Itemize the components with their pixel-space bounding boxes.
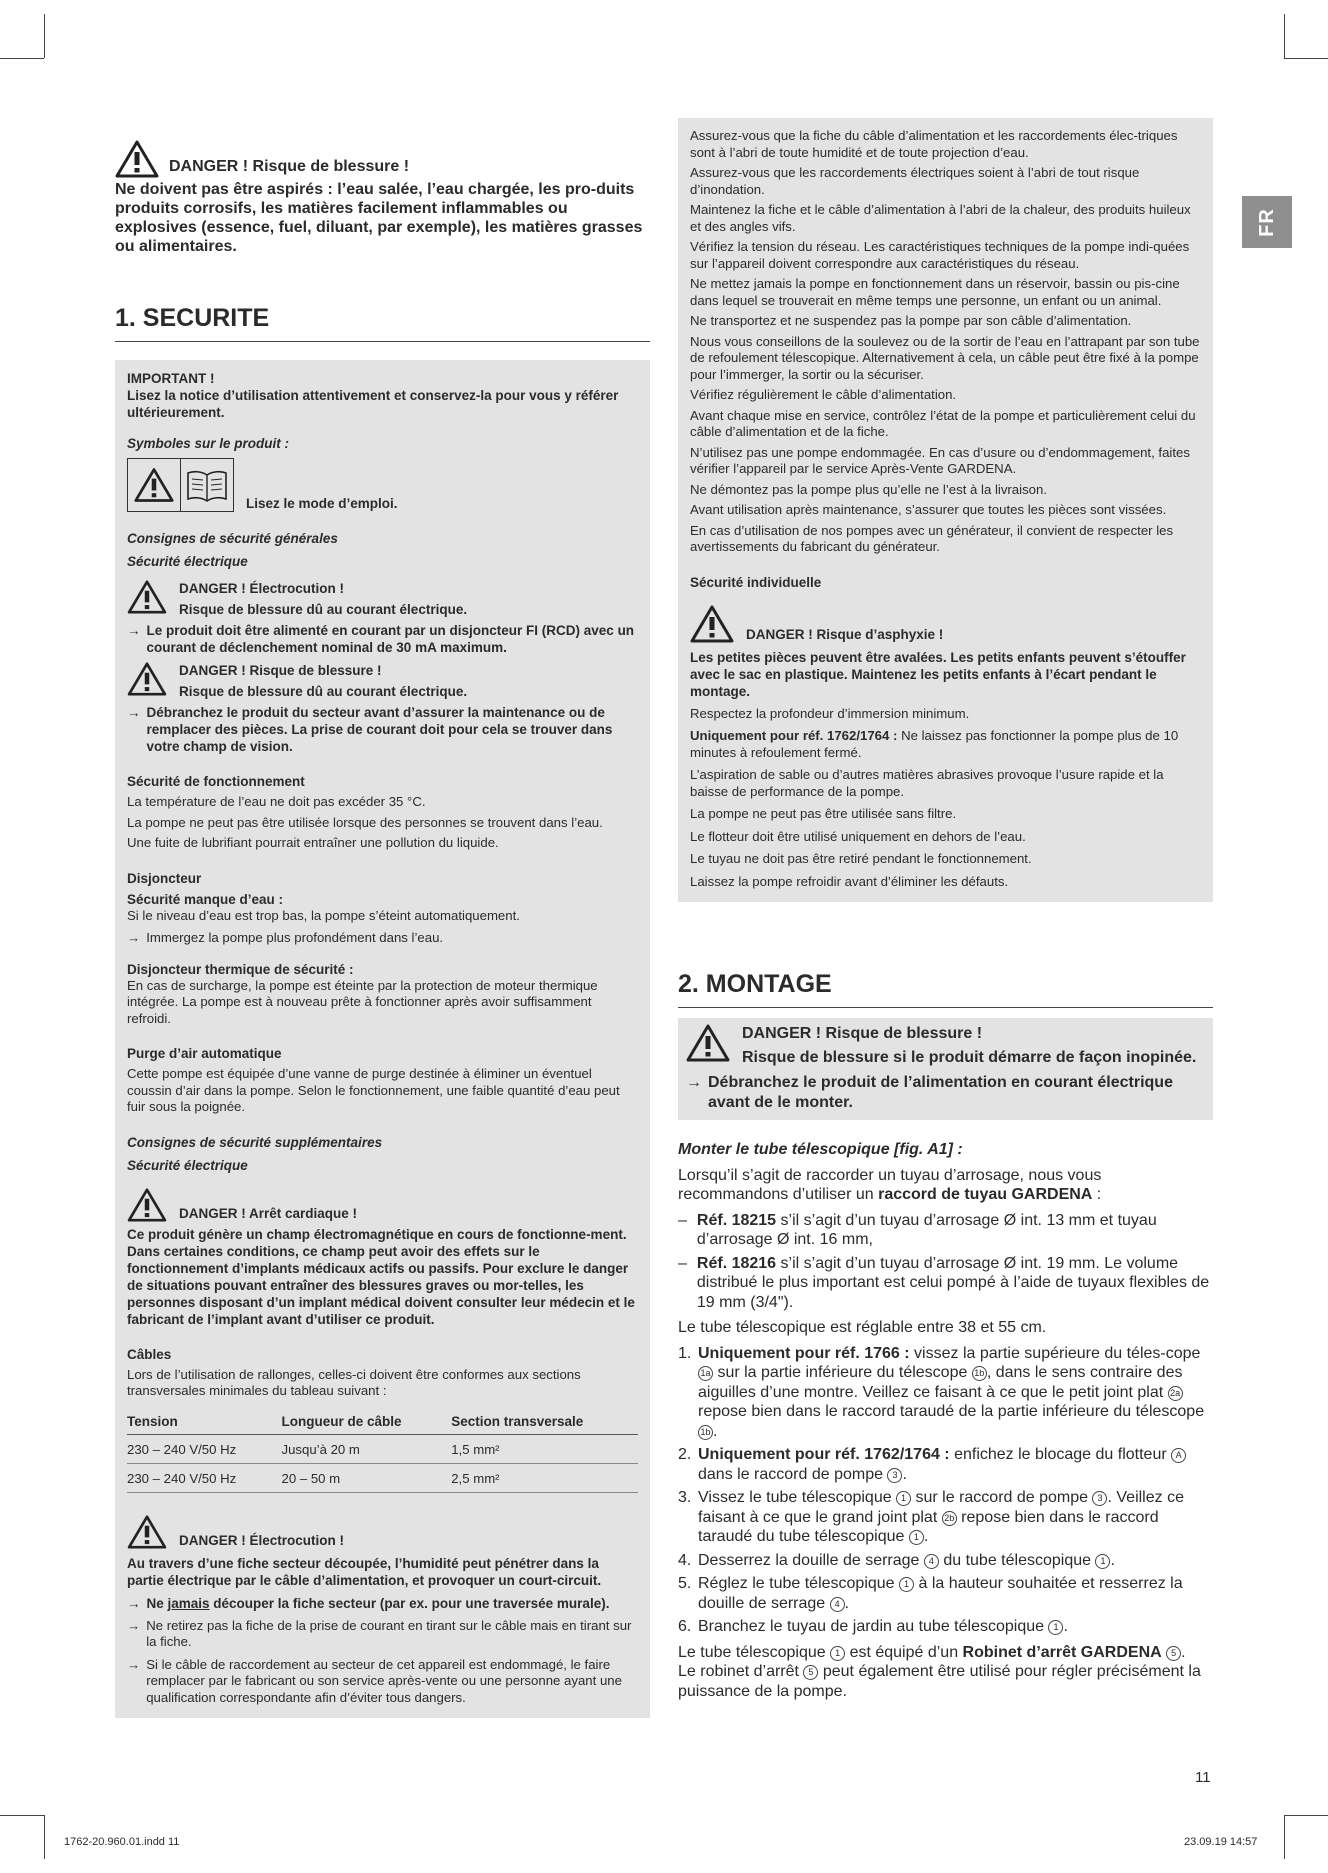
safety-paragraph: Respectez la profondeur d’immersion minimum. <box>690 705 970 721</box>
safety-paragraph: Ne transportez et ne suspendez pas la pompe par son câble d’alimentation. <box>690 313 1132 328</box>
extra-electric-title: Sécurité électrique <box>127 1157 248 1173</box>
step-2: 2. Uniquement pour réf. 1762/1764 : enfichez le blocage du flotteur A dans le raccord de pompe 3 . <box>678 1445 1213 1484</box>
table-header: Longueur de câble <box>281 1410 451 1435</box>
arrow-instruction <box>127 704 638 755</box>
arrow-instruction <box>127 1618 638 1651</box>
top-warning <box>115 140 650 256</box>
function-safety-text: La pompe ne peut pas être utilisée lorsque des personnes se trouvent dans l’eau. <box>127 814 603 830</box>
table-row <box>127 1434 638 1463</box>
montage-intro: Lorsqu’il s’agit de raccorder un tuyau d’arrosage, nous vous recommandons d’utiliser un raccord de tuyau GARDENA : <box>678 1166 1102 1203</box>
function-safety-title: Sécurité de fonctionnement <box>127 774 305 789</box>
safety-paragraph: Assurez-vous que les raccordements électriques soient à l’abri de tout risque d’inondation. <box>690 165 1140 197</box>
part-marker: 5 <box>803 1665 818 1680</box>
table-cell: Jusqu’à 20 m <box>281 1434 451 1463</box>
part-marker: A <box>1171 1448 1186 1463</box>
danger-text: Risque de blessure si le produit démarre de façon inopinée. <box>742 1048 1197 1066</box>
table-cell: 20 – 50 m <box>281 1463 451 1492</box>
safety-paragraph: Vérifiez la tension du réseau. Les caractéristiques techniques de la pompe indi-quées sur l’appareil doivent correspondre aux caractéristiques du réseau. <box>690 239 1190 271</box>
step-3: 3. Vissez le tube télescopique 1 sur le raccord de pompe 3 . Veillez ce faisant à ce que le grand joint plat 2b repose bien dans le raccord taraudé du tube télescopique 1 . <box>678 1489 1184 1545</box>
safety-paragraph: Ne mettez jamais la pompe en fonctionnement dans un réservoir, bassin ou pis-cine dans lequel se trouverait en même temps une personne, un enfant ou un animal. <box>690 276 1180 308</box>
product-symbols <box>127 458 234 512</box>
symbols-caption: Lisez le mode d’emploi. <box>246 496 398 511</box>
safety-paragraph: Nous vous conseillons de la soulevez ou de la sortir de l’eau en l’attrapant par son tube de refoulement télescopique. Alternativement à cela, un câble peut être fixé à la pompe pour l’immerger, la sortir ou la sécuriser. <box>690 333 1200 382</box>
warning-triangle-icon <box>127 1515 167 1549</box>
danger-cardiac <box>127 1188 638 1222</box>
table-row <box>127 1463 638 1492</box>
arrow-right-icon: → <box>686 1074 702 1091</box>
danger-text: Risque de blessure dû au courant électrique. <box>179 684 468 699</box>
danger-text: Les petites pièces peuvent être avalées. Les petits enfants peuvent s’étouffer avec le sac en plastique. Maintenez les petits enfants à l’écart pendant le montage. <box>690 649 1186 699</box>
montage-end-text: Le tube télescopique 1 est équipé d’un Robinet d’arrêt GARDENA 5 . Le robinet d’arrêt 5 peut également être utilisé pour régler précisément la puissance de la pompe. <box>678 1643 1201 1700</box>
electric-safety-title: Sécurité électrique <box>127 554 248 569</box>
montage-danger-box <box>678 1018 1213 1120</box>
thermal-breaker-title: Disjoncteur thermique de sécurité : <box>127 961 354 977</box>
table-cell: 1,5 mm² <box>451 1434 638 1463</box>
cables-text: Lors de l’utilisation de rallonges, celles-ci doivent être conformes aux sections transversales minimales du tableau suivant : <box>127 1366 581 1398</box>
section-title-securite: 1. SECURITE <box>115 304 650 342</box>
air-purge-text: Cette pompe est équipée d’une vanne de purge destinée à éliminer un éventuel coussin d’air dans la pompe. Selon le fonctionnement, une faible quantité d’eau peut fuir sous la poignée. <box>127 1066 620 1114</box>
list-item: – Réf. 18216 s’il s’agit d’un tuyau d’arrosage Ø int. 19 mm. Le volume distribué le plus important est celui pompé à l’aide de tuyaux flexibles de 19 mm (3/4"). <box>678 1254 1210 1311</box>
part-marker: 2b <box>942 1511 957 1526</box>
language-tab <box>1242 196 1292 248</box>
step-6: 6. Branchez le tuyau de jardin au tube télescopique 1 . <box>678 1618 1068 1635</box>
top-warning-text: Ne doivent pas être aspirés : l’eau salée, l’eau chargée, les pro-duits produits corrosifs, les matières facilement inflammables ou explosives (essence, fuel, diluant, par exemple), les matières grasses ou alimentaires. <box>115 181 643 255</box>
safety-paragraph: Le flotteur doit être utilisé uniquement en dehors de l’eau. <box>690 828 1026 844</box>
safety-box-continued <box>678 118 1213 902</box>
arrow-right-icon: → <box>127 623 141 638</box>
safety-paragraph: Uniquement pour réf. 1762/1764 : Ne laissez pas fonctionner la pompe plus de 10 minutes à refoulement fermé. <box>690 728 1179 760</box>
danger-injury-2 <box>686 1024 1203 1067</box>
danger-electrocution-2 <box>127 1515 638 1549</box>
montage-instructions <box>678 1140 1213 1701</box>
crop-mark <box>1284 1815 1328 1816</box>
part-marker: 1a <box>698 1366 713 1381</box>
cables-title: Câbles <box>127 1346 172 1362</box>
crop-mark <box>1284 58 1328 59</box>
arrow-text: Ne jamais découper la fiche secteur (par ex. pour une traversée murale). <box>146 1595 610 1611</box>
part-marker: 3 <box>887 1468 902 1483</box>
table-cell: 230 – 240 V/50 Hz <box>127 1434 281 1463</box>
arrow-text: Débranchez le produit du secteur avant d’assurer la maintenance ou de remplacer des pièces. La prise de courant doit pour cela se trouver dans votre champ de vision. <box>146 705 613 754</box>
arrow-text: Débranchez le produit de l’alimentation en courant électrique avant de le monter. <box>708 1074 1173 1111</box>
montage-subtitle: Monter le tube télescopique [fig. A1] : <box>678 1141 963 1158</box>
part-marker: 1 <box>1048 1620 1063 1635</box>
arrow-text: Immergez la pompe plus profondément dans l’eau. <box>146 930 444 945</box>
danger-title: DANGER ! Électrocution ! <box>179 1532 345 1548</box>
warning-triangle-icon <box>690 605 734 643</box>
warning-triangle-icon <box>134 467 174 503</box>
safety-paragraph: Laissez la pompe refroidir avant d’éliminer les défauts. <box>690 873 1009 889</box>
safety-paragraph: Ne démontez pas la pompe plus qu’elle ne l’est à la livraison. <box>690 481 1047 497</box>
part-marker: 1b <box>698 1425 713 1440</box>
danger-title: DANGER ! Risque de blessure ! <box>179 663 382 678</box>
function-safety-text: Une fuite de lubrifiant pourrait entraîner une pollution du liquide. <box>127 835 499 850</box>
safety-paragraph: En cas d’utilisation de nos pompes avec un générateur, il convient de respecter les avertissements du fabricant du générateur. <box>690 522 1174 554</box>
table-header-row <box>127 1410 638 1435</box>
part-marker: 5 <box>1166 1646 1181 1661</box>
language-tab-label: FR <box>1255 207 1278 237</box>
table-cell: 230 – 240 V/50 Hz <box>127 1463 281 1492</box>
arrow-text: Le produit doit être alimenté en courant par un disjoncteur FI (RCD) avec un courant de déclenchement nominal de 30 mA maximum. <box>146 623 635 655</box>
danger-text: Risque de blessure dû au courant électrique. <box>179 602 468 617</box>
safety-paragraph: Assurez-vous que la fiche du câble d’alimentation et les raccordements élec-triques sont à l’abri de toute humidité et de toute projection d’eau. <box>690 128 1178 160</box>
breaker-title: Disjoncteur <box>127 870 202 886</box>
left-column <box>115 140 650 1718</box>
part-marker: 4 <box>830 1597 845 1612</box>
danger-text: Ce produit génère un champ électromagnétique en cours de fonctionne-ment. Dans certaines conditions, ce champ peut avoir des effets sur le fonctionnement d’implants médicaux actifs ou passifs. Pour exclure le danger de situations pouvant entraîner des blessures graves ou mor-telles, les personnes disposant d’un implant médical doivent consulter leur médecin et le fabricant de l’implant avant d’utiliser ce produit. <box>127 1226 635 1327</box>
danger-text: Au travers d’une fiche secteur découpée, l’humidité peut pénétrer dans la partie électrique par le câble d’alimentation, et provoquer un court-circuit. <box>127 1555 602 1588</box>
safety-paragraph: Le tuyau ne doit pas être retiré pendant le fonctionnement. <box>690 851 1032 866</box>
arrow-text: Ne retirez pas la fiche de la prise de courant en tirant sur le câble mais en tirant sur la fiche. <box>146 1617 632 1649</box>
manual-book-icon <box>185 467 229 503</box>
symbols-row <box>127 458 638 512</box>
part-marker: 4 <box>924 1554 939 1569</box>
function-safety-text: La température de l’eau ne doit pas excéder 35 °C. <box>127 794 426 809</box>
step-1: 1. Uniquement pour réf. 1766 : vissez la partie supérieure du téles-cope 1a sur la partie inférieure du télescope 1b , dans le sens contraire des aiguilles d’une montre. Veillez ce faisant à ce que le petit joint plat 2a repose bien dans le raccord taraudé de la partie inférieure du télescope 1b . <box>678 1344 1205 1440</box>
warning-triangle-icon <box>127 1188 167 1222</box>
arrow-right-icon: → <box>127 1617 141 1633</box>
symbols-label: Symboles sur le produit : <box>127 436 290 451</box>
part-marker: 1b <box>972 1366 987 1381</box>
part-marker: 2a <box>1168 1386 1183 1401</box>
general-safety-title: Consignes de sécurité générales <box>127 531 338 546</box>
warning-triangle-icon <box>127 580 167 614</box>
water-lack-title: Sécurité manque d’eau : <box>127 891 284 907</box>
danger-electrocution-1 <box>127 580 638 618</box>
warning-triangle-icon <box>115 140 159 178</box>
crop-mark <box>44 1815 45 1859</box>
arrow-right-icon: → <box>127 705 141 720</box>
warning-triangle-icon <box>686 1024 730 1062</box>
safety-paragraph: Vérifiez régulièrement le câble d’alimentation. <box>690 387 957 402</box>
crop-mark <box>0 58 44 59</box>
arrow-right-icon: → <box>127 1656 141 1672</box>
arrow-right-icon: → <box>127 1595 141 1611</box>
safety-paragraph: La pompe ne peut pas être utilisée sans filtre. <box>690 806 957 821</box>
danger-title: DANGER ! Risque d’asphyxie ! <box>746 626 944 642</box>
montage-adjust-text: Le tube télescopique est réglable entre 38 et 55 cm. <box>678 1319 1047 1336</box>
table-header: Tension <box>127 1410 281 1435</box>
part-marker: 1 <box>830 1646 845 1661</box>
crop-mark <box>0 1815 44 1816</box>
list-item: – Réf. 18215 s’il s’agit d’un tuyau d’arrosage Ø int. 13 mm et tuyau d’arrosage Ø int. 16 mm, <box>678 1211 1157 1248</box>
danger-title: DANGER ! Risque de blessure ! <box>742 1025 983 1042</box>
footer-timestamp: 23.09.19 14:57 <box>1184 1836 1258 1848</box>
important-text: Lisez la notice d’utilisation attentivement et conservez-la pour vous y référer ultérieurement. <box>127 388 619 420</box>
danger-injury-1 <box>127 662 638 700</box>
crop-mark <box>1284 14 1285 58</box>
arrow-instruction <box>127 622 638 656</box>
safety-paragraph: Maintenez la fiche et le câble d’alimentation à l’abri de la chaleur, des produits huileux et des angles vifs. <box>690 202 1191 234</box>
danger-title: DANGER ! Électrocution ! <box>179 581 345 596</box>
air-purge-title: Purge d’air automatique <box>127 1046 282 1061</box>
section-title-montage: 2. MONTAGE <box>678 970 1213 1008</box>
top-warning-title: DANGER ! Risque de blessure ! <box>169 158 410 175</box>
cables-table <box>127 1410 638 1493</box>
thermal-breaker-text: En cas de surcharge, la pompe est éteinte par la protection de moteur thermique intégrée. La pompe est à nouveau prête à fonctionner après avoir suffisamment refroidi. <box>127 977 598 1026</box>
arrow-instruction <box>686 1073 1203 1112</box>
arrow-text: Si le câble de raccordement au secteur de cet appareil est endommagé, le faire remplacer par le fabricant ou son service après-vente ou une personne ayant une qualification correspondante afin d’éviter tous dangers. <box>146 1656 622 1705</box>
table-cell: 2,5 mm² <box>451 1463 638 1492</box>
extra-safety-title: Consignes de sécurité supplémentaires <box>127 1134 383 1150</box>
table-header: Section transversale <box>451 1410 638 1435</box>
arrow-instruction <box>127 1657 638 1707</box>
safety-paragraph: N’utilisez pas une pompe endommagée. En cas d’usure ou d’endommagement, faites vérifier l’appareil par le service Après-Vente GARDENA. <box>690 444 1190 476</box>
right-column <box>678 118 1213 1701</box>
danger-title: DANGER ! Arrêt cardiaque ! <box>179 1205 358 1221</box>
arrow-instruction <box>127 930 638 947</box>
individual-safety-title: Sécurité individuelle <box>690 574 822 590</box>
crop-mark <box>1284 1815 1285 1859</box>
part-marker: 1 <box>896 1491 911 1506</box>
crop-mark <box>44 14 45 58</box>
footer-file-name: 1762-20.960.01.indd 11 <box>64 1836 180 1848</box>
danger-asphyxia <box>690 605 1201 643</box>
step-4: 4. Desserrez la douille de serrage 4 du tube télescopique 1 . <box>678 1551 1115 1569</box>
page-number: 11 <box>1195 1769 1211 1786</box>
step-5: 5. Réglez le tube télescopique 1 à la hauteur souhaitée et resserrez la douille de serrage 4 . <box>678 1575 1183 1612</box>
arrow-instruction <box>127 1595 638 1612</box>
safety-paragraph: Avant chaque mise en service, contrôlez l’état de la pompe et particulièrement celui du câble d’alimentation et de la fiche. <box>690 407 1196 439</box>
water-lack-text: Si le niveau d’eau est trop bas, la pompe s’éteint automatiquement. <box>127 907 520 923</box>
arrow-right-icon: → <box>127 930 141 945</box>
part-marker: 3 <box>1092 1491 1107 1506</box>
important-label: IMPORTANT ! <box>127 371 215 386</box>
part-marker: 1 <box>899 1577 914 1592</box>
warning-triangle-icon <box>127 662 167 696</box>
part-marker: 1 <box>909 1530 924 1545</box>
safety-paragraph: Avant utilisation après maintenance, s’assurer que toutes les pièces sont vissées. <box>690 502 1167 517</box>
safety-box <box>115 360 650 1718</box>
safety-paragraph: L’aspiration de sable ou d’autres matières abrasives provoque l’usure rapide et la baisse de performance de la pompe. <box>690 767 1164 799</box>
part-marker: 1 <box>1095 1554 1110 1569</box>
safety-paragraph-list <box>690 128 1201 556</box>
